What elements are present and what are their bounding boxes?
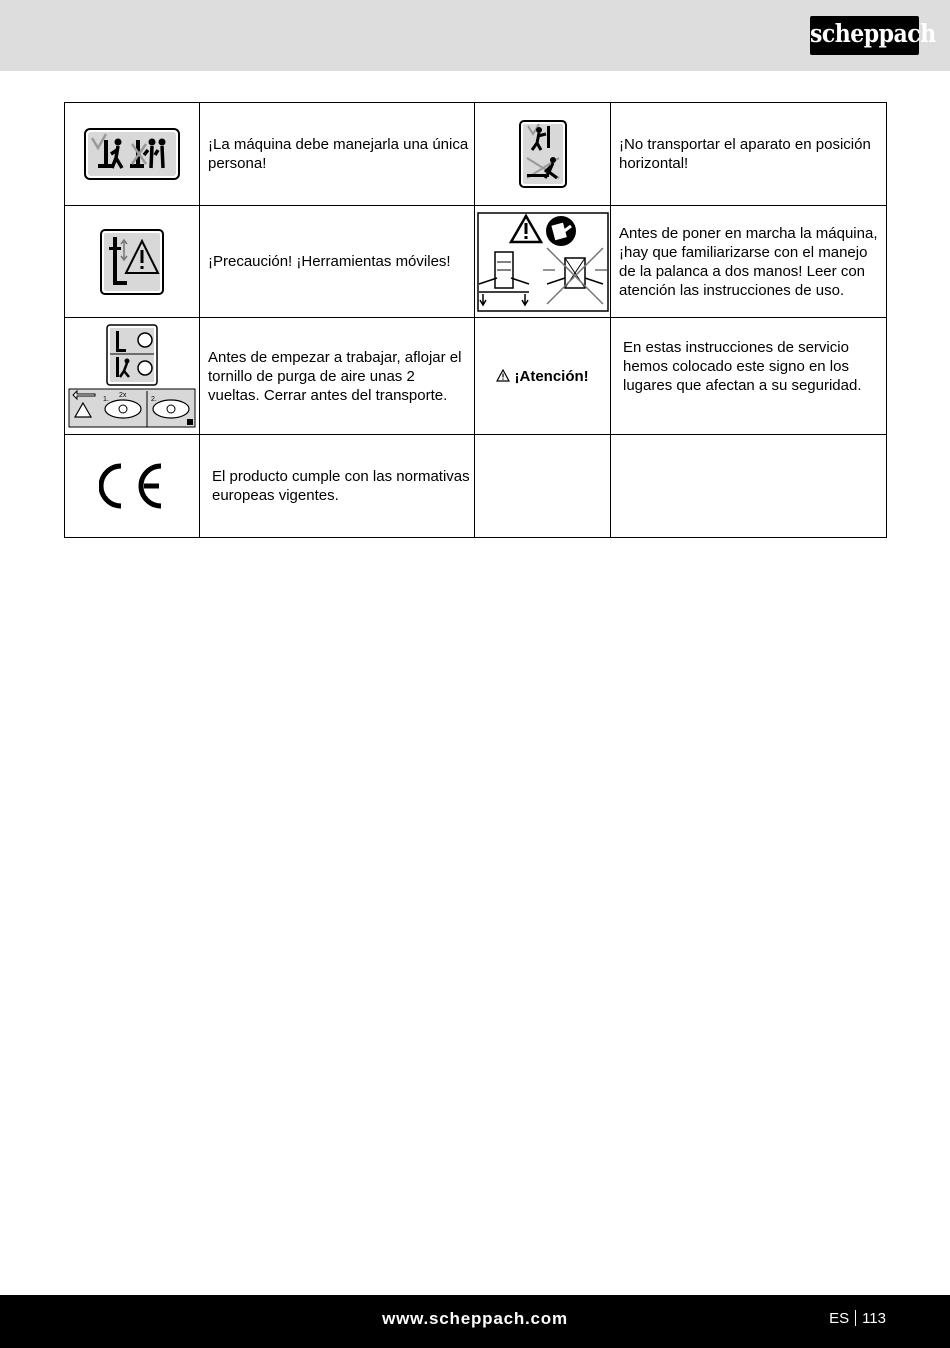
table-row (65, 318, 887, 435)
ce-compliance-text: El producto cumple con las normativas europeas vigentes. (200, 435, 475, 538)
one-person-text: ¡La máquina debe manejarla una única persona! (200, 103, 475, 206)
one-person-operation-icon (65, 103, 200, 206)
page-footer (0, 1295, 950, 1348)
two-hand-lever-text: Antes de poner en marcha la máquina, ¡hay que familiarizarse con el manejo de la palanca a dos manos! Leer con atención las instrucciones de uso. (611, 206, 887, 318)
two-hand-lever-manual-icon (475, 206, 611, 318)
safety-symbols-table (64, 102, 887, 538)
moving-tools-text: ¡Precaución! ¡Herramientas móviles! (200, 206, 475, 318)
step-2-label: 2. (151, 396, 157, 403)
empty-cell (475, 435, 611, 538)
air-bleed-screw-text: Antes de empezar a trabajar, aflojar el tornillo de purga de aire unas 2 vueltas. Cerrar antes del transporte. (200, 318, 475, 435)
page-indicator (829, 1310, 886, 1327)
attention-label-cell (475, 318, 611, 435)
language-code: ES (829, 1310, 850, 1327)
table-row (65, 206, 887, 318)
table-row (65, 103, 887, 206)
moving-tools-warning-icon (65, 206, 200, 318)
no-horizontal-transport-text: ¡No transportar el aparato en posición horizontal! (611, 103, 887, 206)
table-row (65, 435, 887, 538)
safety-sign-text: En estas instrucciones de servicio hemos colocado este signo en los lugares que afectan a su seguridad. (611, 318, 887, 435)
empty-cell (611, 435, 887, 538)
website-url: www.scheppach.com (382, 1309, 568, 1328)
attention-label: ¡Atención! (514, 367, 589, 385)
ce-mark-icon (65, 435, 200, 538)
step-1-label: 1. (103, 396, 109, 403)
page-header (0, 0, 950, 71)
turns-label: 2x (119, 392, 127, 399)
no-horizontal-transport-icon (475, 103, 611, 206)
scheppach-logo: scheppach (810, 16, 919, 55)
divider (855, 1310, 856, 1326)
air-bleed-screw-icon (65, 318, 200, 435)
warning-triangle-icon (496, 369, 510, 382)
page-number: 113 (862, 1310, 886, 1327)
